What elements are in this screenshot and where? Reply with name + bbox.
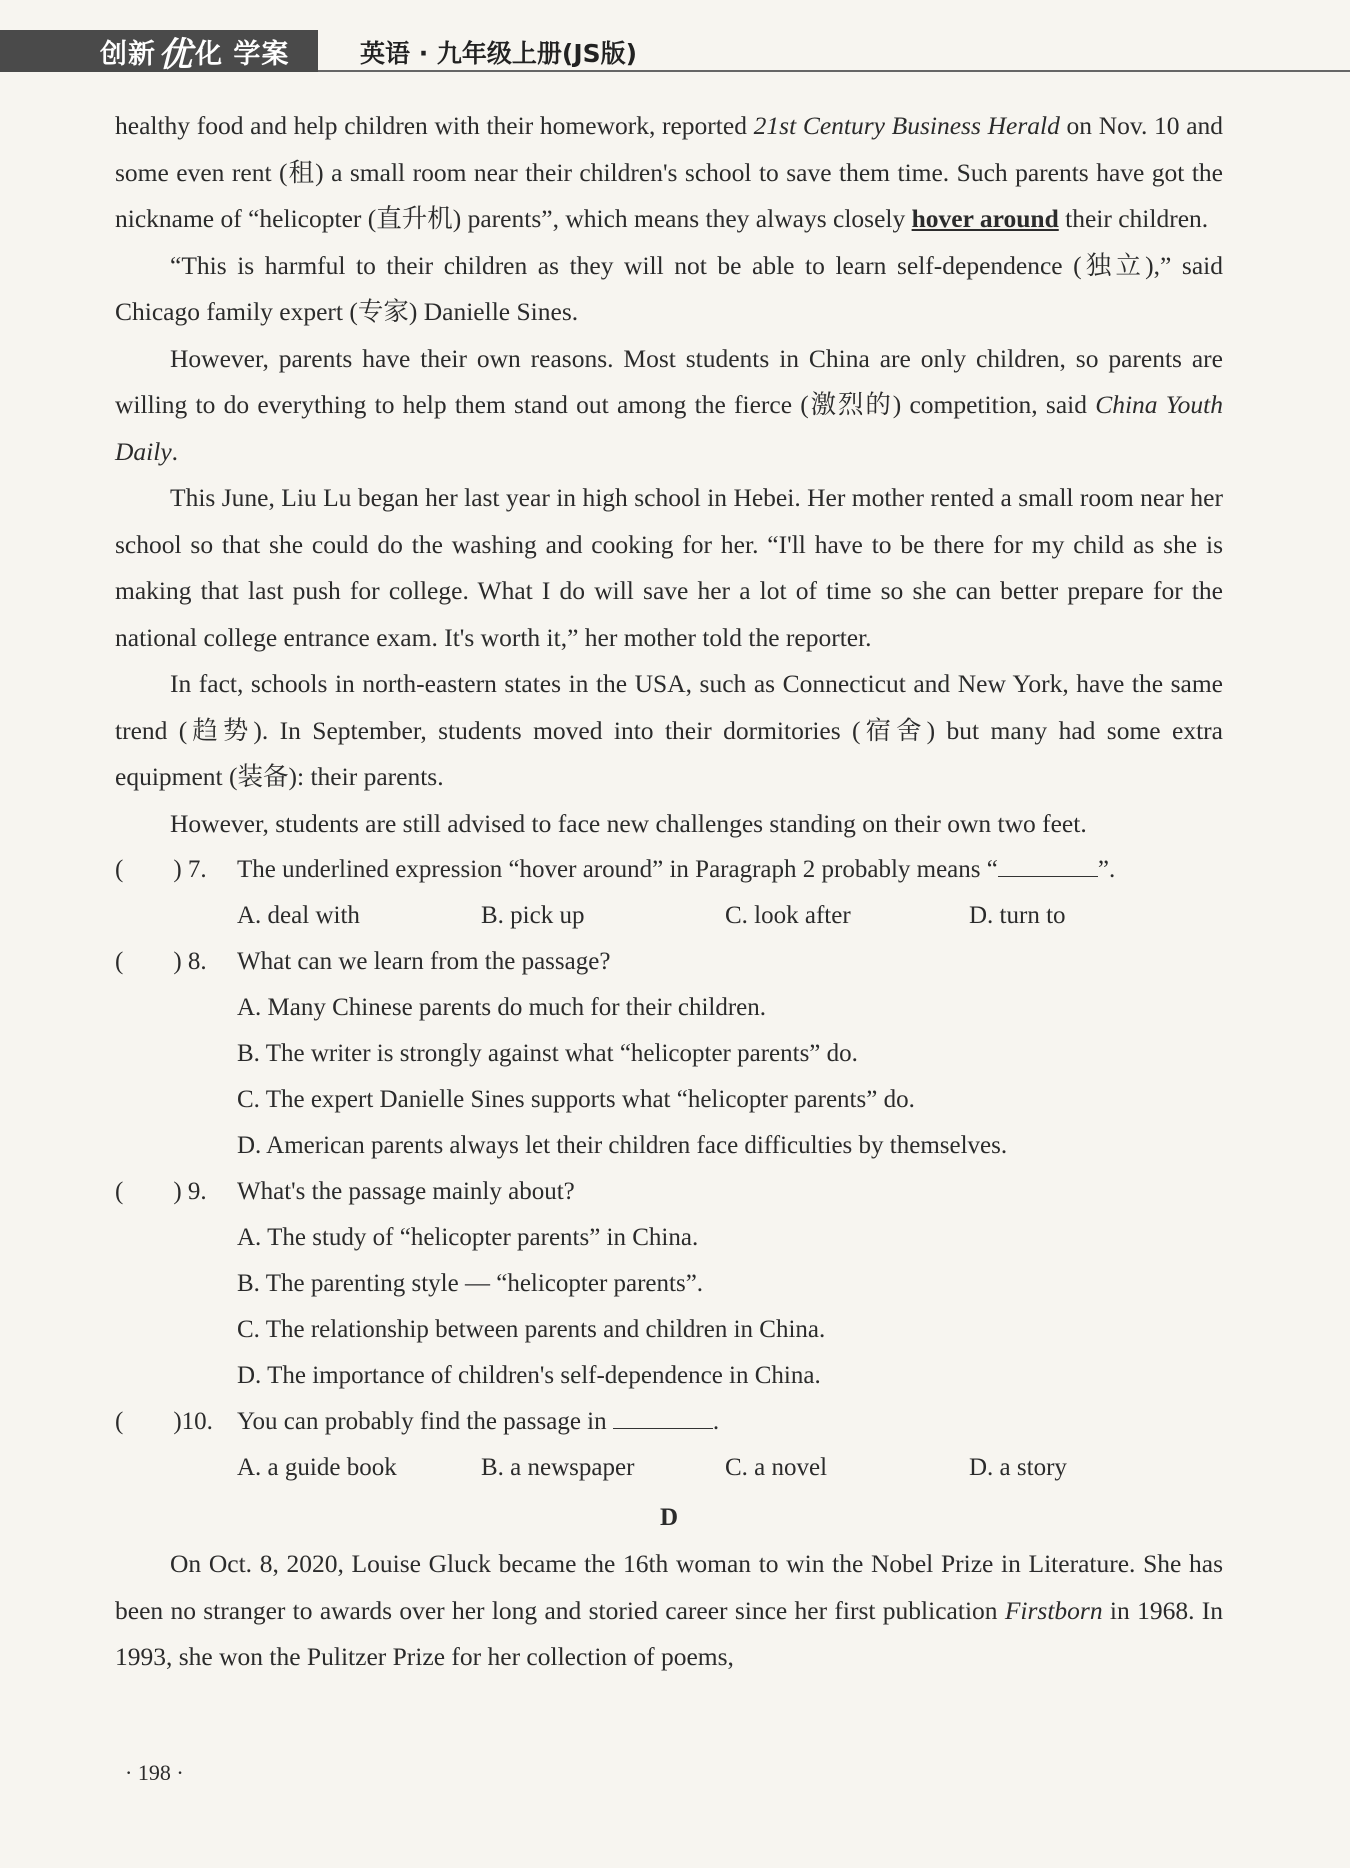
question-number: ) 9. — [173, 1178, 207, 1205]
question-text: You can probably find the passage in — [237, 1408, 613, 1435]
option-b[interactable]: B. pick up — [481, 902, 585, 929]
newspaper-title: China Youth Daily — [115, 390, 1223, 466]
subject-title: 英语 · 九年级上册(JS版) — [360, 39, 638, 68]
text-run: their children. — [1058, 204, 1209, 233]
text-run: in 1968. In 1993, she won the Pulitzer Prize for her collection of poems, — [115, 1595, 1223, 1671]
page-number: · 198 · — [125, 1760, 184, 1785]
option-a[interactable]: A. The study of “helicopter parents” in China. — [237, 1224, 699, 1251]
option-a[interactable]: A. a guide book — [237, 1454, 397, 1481]
underlined-expression: hover around — [911, 204, 1059, 233]
passage-c-paragraph-1 — [115, 103, 1223, 243]
answer-slot[interactable] — [115, 1169, 237, 1215]
answer-slot[interactable] — [115, 939, 237, 985]
series-title-mid: 优 — [158, 34, 193, 75]
question-text: . — [712, 1408, 720, 1435]
text-run: on Nov. 10 and some even rent (租) a small room near their children's school to save them time. Such parents have got the nickname of “helicopter (直升机) parents”, which means they always closely — [115, 111, 1224, 233]
page-content — [115, 103, 1223, 1681]
open-paren: ( — [115, 856, 124, 883]
question-7 — [115, 847, 1223, 893]
option-b[interactable]: B. a newspaper — [481, 1454, 635, 1481]
option-d[interactable]: D. American parents always let their children face difficulties by themselves. — [237, 1132, 1008, 1159]
series-title-left: 创新 — [100, 38, 156, 70]
option-c[interactable]: C. The expert Danielle Sines supports what “helicopter parents” do. — [237, 1086, 915, 1113]
passage-c-paragraph-6: However, students are still advised to face new challenges standing on their own two feet. — [170, 808, 1087, 838]
passage-c-paragraph-2: “This is harmful to their children as they will not be able to learn self-dependence (独立),” said Chicago family expert (专家) Danielle Sines. — [115, 250, 1223, 326]
passage-c-paragraph-4: This June, Liu Lu began her last year in high school in Hebei. Her mother rented a small room near her school so that she could do the washing and cooking for her. “I'll have to be there for my child as she is making that last push for college. What I do will save her a lot of time so she can better prepare for the national college entrance exam. It's worth it,” her mother told the reporter. — [115, 483, 1223, 652]
question-9 — [115, 1169, 1223, 1215]
page-header — [0, 30, 1350, 75]
passage-d-paragraph-1 — [115, 1541, 1223, 1681]
option-c[interactable]: C. a novel — [725, 1454, 828, 1481]
option-b[interactable]: B. The parenting style — “helicopter parents”. — [237, 1270, 704, 1297]
open-paren: ( — [115, 1178, 124, 1205]
open-paren: ( — [115, 948, 124, 975]
option-d[interactable]: D. turn to — [969, 902, 1066, 929]
question-10-options — [115, 1445, 1223, 1491]
open-paren: ( — [115, 1408, 124, 1435]
option-b[interactable]: B. The writer is strongly against what “helicopter parents” do. — [237, 1040, 858, 1067]
question-number: ) 7. — [173, 856, 207, 883]
question-7-options — [115, 893, 1223, 939]
answer-slot[interactable] — [115, 1399, 237, 1445]
text-run: . — [171, 436, 179, 466]
header-rule — [318, 70, 1350, 72]
text-run: However, parents have their own reasons. Most students in China are only children, so parents are willing to do everything to help them stand out among the fierce (激烈的) competition, said — [115, 343, 1223, 419]
text-run: On Oct. 8, 2020, Louise Gluck became the 16th woman to win the Nobel Prize in Literature. She has been no stranger to awards over her long and storied career since her first publication — [115, 1549, 1223, 1625]
text-run: healthy food and help children with their homework, reported — [115, 111, 754, 140]
answer-slot[interactable] — [115, 847, 237, 893]
question-text: What's the passage mainly about? — [237, 1178, 575, 1205]
passage-c-paragraph-3 — [115, 336, 1223, 476]
fill-blank — [998, 856, 1098, 877]
question-text: What can we learn from the passage? — [237, 948, 611, 975]
question-text: ”. — [1097, 856, 1116, 883]
newspaper-title: 21st Century Business Herald — [753, 111, 1060, 140]
question-10 — [115, 1399, 1223, 1445]
series-title-band — [0, 30, 318, 75]
question-number: ) 8. — [173, 948, 207, 975]
question-text: The underlined expression “hover around” in Paragraph 2 probably means “ — [237, 856, 998, 883]
option-d[interactable]: D. The importance of children's self-dependence in China. — [237, 1362, 821, 1389]
question-number: )10. — [173, 1408, 213, 1435]
option-c[interactable]: C. The relationship between parents and children in China. — [237, 1316, 826, 1343]
option-a[interactable]: A. Many Chinese parents do much for their children. — [237, 994, 767, 1021]
passage-c-paragraph-5: In fact, schools in north-eastern states in the USA, such as Connecticut and New York, have the same trend (趋势). In September, students moved into their dormitories (宿舍) but many had some extra equipment (装备): their parents. — [115, 669, 1223, 791]
series-title-right: 化 学案 — [195, 38, 290, 70]
option-a[interactable]: A. deal with — [237, 902, 360, 929]
fill-blank — [613, 1408, 713, 1429]
option-d[interactable]: D. a story — [969, 1454, 1067, 1481]
book-title: Firstborn — [1004, 1595, 1103, 1625]
question-8 — [115, 939, 1223, 985]
section-label-d: D — [659, 1504, 679, 1531]
option-c[interactable]: C. look after — [725, 902, 851, 929]
